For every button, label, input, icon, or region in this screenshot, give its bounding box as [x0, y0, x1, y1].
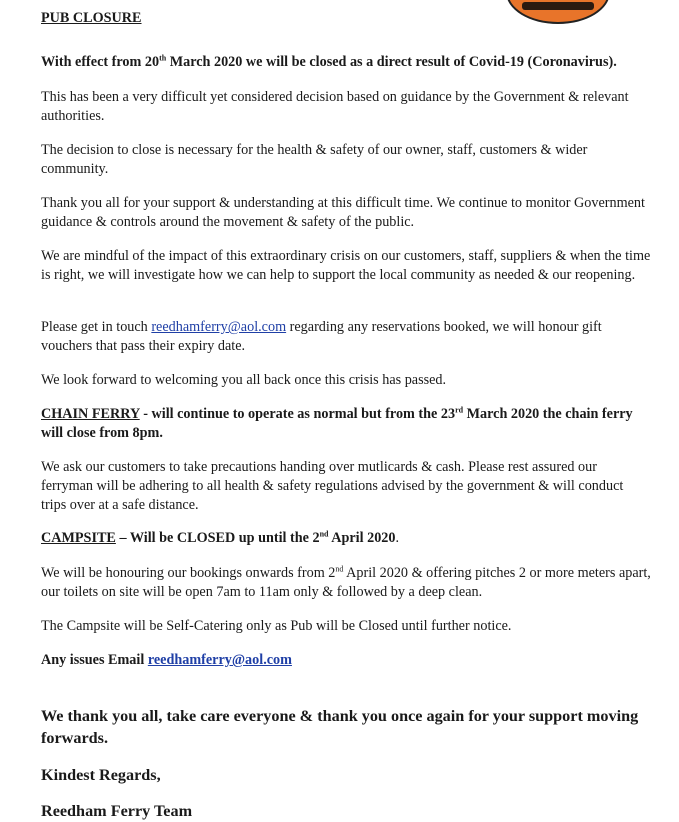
paragraph-self-catering: The Campsite will be Self-Catering only as Pub will be Closed until further notice. — [41, 618, 512, 634]
paragraph-contact: Please get in touch reedhamferry@aol.com regarding any reservations booked, we will honour gift vouchers that pass their expiry date. — [41, 319, 602, 354]
paragraph-welcome-back: We look forward to welcoming you all back once this crisis has passed. — [41, 372, 447, 388]
paragraph-thanks-support: Thank you all for your support & understanding at this difficult time. We continue to monitor Government guidance & controls around the movement & safety of the public. — [41, 195, 645, 230]
closure-effect-statement: With effect from 20th March 2020 we will be closed as a direct result of Covid-19 (Coronavirus). — [41, 53, 617, 70]
paragraph-necessity: The decision to close is necessary for the health & safety of our owner, staff, customers & wider community. — [41, 142, 588, 177]
paragraph-decision: This has been a very difficult yet considered decision based on guidance by the Government & relevant authorities. — [41, 89, 629, 124]
closing-regards: Kindest Regards, — [41, 766, 161, 784]
campsite-heading: CAMPSITE — [41, 530, 116, 546]
campsite-notice: CAMPSITE – Will be CLOSED up until the 2nd April 2020. — [41, 529, 400, 546]
email-link[interactable]: reedhamferry@aol.com — [147, 652, 292, 668]
page-title: PUB CLOSURE — [41, 10, 142, 26]
chain-ferry-notice: CHAIN FERRY - will continue to operate as normal but from the 23rd March 2020 the chain ferry will close from 8pm. — [41, 405, 633, 441]
paragraph-impact: We are mindful of the impact of this extraordinary crisis on our customers, staff, suppliers & when the time is right, we will investigate how we can help to support the local community as needed & our reopening. — [41, 248, 651, 283]
signature: Reedham Ferry Team — [41, 802, 193, 820]
issues-contact: Any issues Email reedhamferry@aol.com — [41, 652, 292, 668]
chain-ferry-heading: CHAIN FERRY — [41, 406, 140, 422]
paragraph-ferry-precautions: We ask our customers to take precautions handing over mutlicards & cash. Please rest assured our ferryman will be adhering to all health & safety regulations advised by the government & will conduct trips over at a safe distance. — [41, 459, 624, 513]
paragraph-campsite-bookings: We will be honouring our bookings onwards from 2nd April 2020 & offering pitches 2 or more meters apart, our toilets on site will be open 7am to 11am only & followed by a deep clean. — [41, 564, 651, 600]
email-link[interactable]: reedhamferry@aol.com — [151, 319, 287, 335]
ferry-logo-icon — [506, 0, 610, 24]
closing-thanks: We thank you all, take care everyone & thank you once again for your support moving forwards. — [41, 707, 639, 747]
